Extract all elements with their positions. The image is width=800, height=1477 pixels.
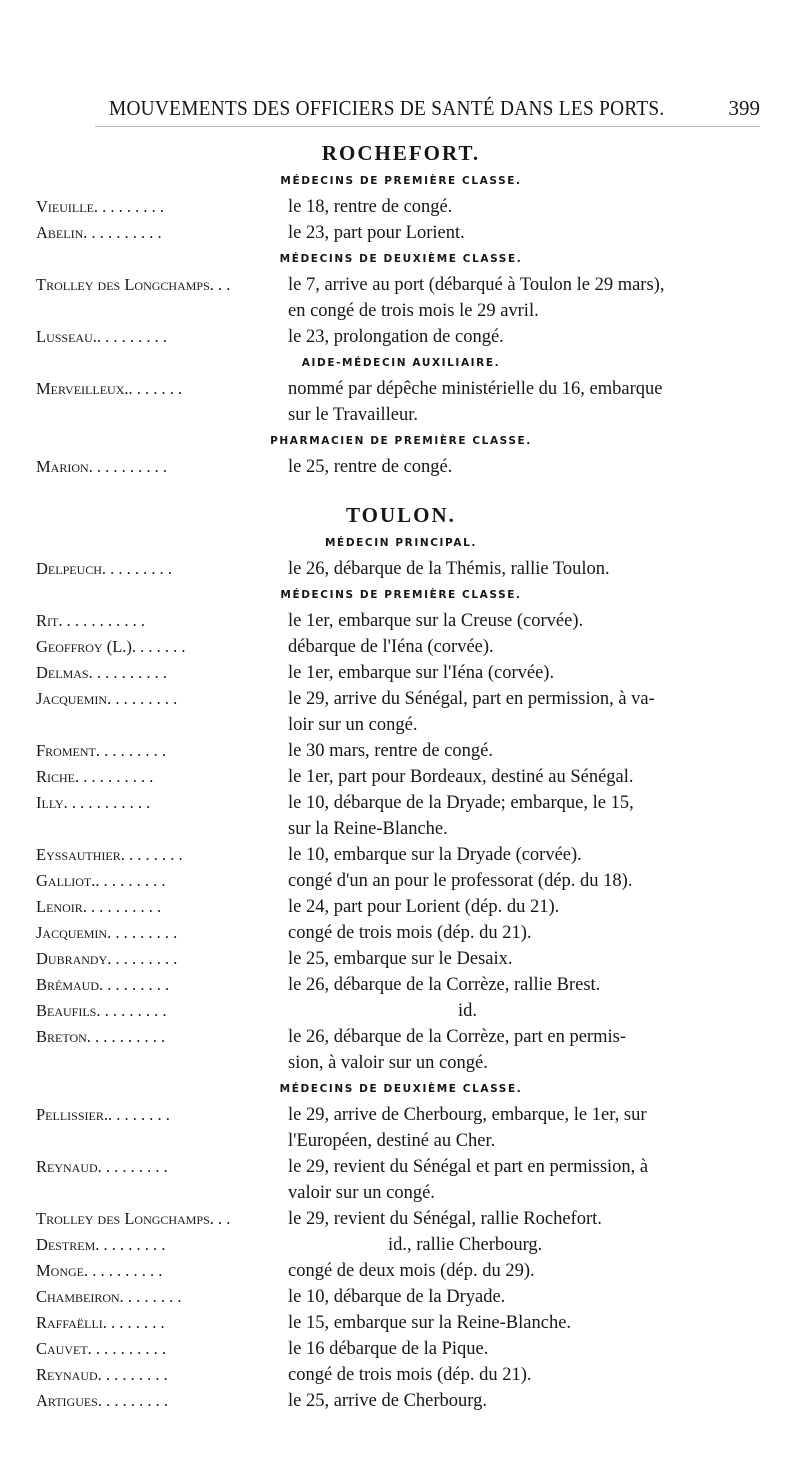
- officer-name: Delpeuch. . . . . . . . .: [36, 559, 173, 578]
- officer-name: Lusseau.. . . . . . . . .: [36, 327, 168, 346]
- officer-name: Jacquemin. . . . . . . . .: [36, 689, 178, 708]
- officer-name: Vieuille. . . . . . . . .: [36, 197, 165, 216]
- officer-name: Marion. . . . . . . . . .: [36, 457, 168, 476]
- movement-text: id., rallie Cherbourg.: [388, 1235, 543, 1255]
- officer-name: Dubrandy. . . . . . . . .: [36, 949, 178, 968]
- list-item: [36, 634, 766, 660]
- movement-text: le 23, prolongation de congé.: [288, 327, 504, 347]
- list-item: [36, 946, 766, 972]
- movement-text: congé de trois mois (dép. du 21).: [288, 1365, 532, 1385]
- list-item: [36, 1284, 766, 1310]
- list-item: [36, 894, 766, 920]
- movement-text: le 16 débarque de la Pique.: [288, 1339, 489, 1359]
- officer-name: Rit. . . . . . . . . . .: [36, 611, 145, 630]
- movement-text: le 29, arrive de Cherbourg, embarque, le 1er, sur l'Européen, destiné au Cher.: [288, 1105, 647, 1151]
- list-item: [36, 1154, 766, 1206]
- movement-text: le 10, débarque de la Dryade.: [288, 1287, 506, 1307]
- officer-name: Riche. . . . . . . . . .: [36, 767, 154, 786]
- section-heading: MÉDECINS DE PREMIÈRE CLASSE.: [280, 175, 522, 187]
- officer-name: Artigues. . . . . . . . .: [36, 1391, 168, 1410]
- list-item: [36, 220, 766, 246]
- officer-name: Monge. . . . . . . . . .: [36, 1261, 163, 1280]
- movement-text: congé de trois mois (dép. du 21).: [288, 923, 532, 943]
- officer-name: Reynaud. . . . . . . . .: [36, 1365, 168, 1384]
- list-item: [36, 454, 766, 480]
- list-item: [36, 998, 766, 1024]
- section-heading: MÉDECINS DE DEUXIÈME CLASSE.: [279, 1083, 523, 1095]
- list-item: [36, 272, 766, 324]
- section-heading: MÉDECINS DE PREMIÈRE CLASSE.: [280, 589, 522, 601]
- officer-name: Trolley des Longchamps. . .: [36, 275, 231, 294]
- officer-name: Cauvet. . . . . . . . . .: [36, 1339, 167, 1358]
- officer-name: Delmas. . . . . . . . . .: [36, 663, 167, 682]
- officer-name: Pellissier.. . . . . . . .: [36, 1105, 170, 1124]
- section-heading: MÉDECINS DE DEUXIÈME CLASSE.: [279, 253, 523, 265]
- movement-text: le 29, arrive du Sénégal, part en permission, à va- loir sur un congé.: [288, 689, 655, 735]
- movement-text: le 1er, embarque sur la Creuse (corvée).: [288, 611, 584, 631]
- list-item: [36, 194, 766, 220]
- officer-name: Merveilleux.. . . . . . .: [36, 379, 183, 398]
- page-number: 399: [728, 96, 760, 120]
- list-item: [36, 1206, 766, 1232]
- officer-name: Raffaëlli. . . . . . . .: [36, 1313, 165, 1332]
- movement-text: le 30 mars, rentre de congé.: [288, 741, 493, 761]
- movement-text: nommé par dépêche ministérielle du 16, embarque sur le Travailleur.: [288, 379, 663, 425]
- movement-text: le 1er, part pour Bordeaux, destiné au Sénégal.: [288, 767, 634, 787]
- movement-text: le 18, rentre de congé.: [288, 197, 453, 217]
- movement-text: le 25, embarque sur le Desaix.: [288, 949, 513, 969]
- officer-name: Beaufils. . . . . . . . .: [36, 1001, 167, 1020]
- list-item: [36, 1258, 766, 1284]
- list-item: [36, 1362, 766, 1388]
- movement-text: le 15, embarque sur la Reine-Blanche.: [288, 1313, 572, 1333]
- officer-name: Jacquemin. . . . . . . . .: [36, 923, 178, 942]
- movement-text: débarque de l'Iéna (corvée).: [288, 637, 494, 657]
- officer-name: Geoffroy (L.). . . . . . .: [36, 637, 186, 656]
- movement-text: le 1er, embarque sur l'Iéna (corvée).: [288, 663, 555, 683]
- list-item: [36, 608, 766, 634]
- movement-text: le 23, part pour Lorient.: [288, 223, 465, 243]
- officer-name: Destrem. . . . . . . . .: [36, 1235, 166, 1254]
- list-item: [36, 1024, 766, 1076]
- section-heading: MÉDECIN PRINCIPAL.: [325, 537, 477, 549]
- movement-text: le 25, arrive de Cherbourg.: [288, 1391, 487, 1411]
- movement-text: le 26, débarque de la Thémis, rallie Toulon.: [288, 559, 610, 579]
- officer-name: Froment. . . . . . . . .: [36, 741, 166, 760]
- running-header: [95, 96, 760, 126]
- list-item: [36, 790, 766, 842]
- movement-text: le 26, débarque de la Corrèze, rallie Brest.: [288, 975, 601, 995]
- list-item: [36, 376, 766, 428]
- officer-name: Breton. . . . . . . . . .: [36, 1027, 166, 1046]
- officer-name: Galliot.. . . . . . . . .: [36, 871, 166, 890]
- list-item: [36, 660, 766, 686]
- officer-name: Chambeiron. . . . . . . .: [36, 1287, 182, 1306]
- list-item: [36, 868, 766, 894]
- list-item: [36, 1102, 766, 1154]
- movement-text: le 7, arrive au port (débarqué à Toulon le 29 mars), en congé de trois mois le 29 avril.: [288, 275, 665, 321]
- list-item: [36, 686, 766, 738]
- officer-name: Illy. . . . . . . . . . .: [36, 793, 151, 812]
- officer-name: Brémaud. . . . . . . . .: [36, 975, 170, 994]
- section-heading: AIDE-MÉDECIN AUXILIAIRE.: [301, 357, 501, 369]
- officer-name: Reynaud. . . . . . . . .: [36, 1157, 168, 1176]
- movement-text: le 29, revient du Sénégal, rallie Rochefort.: [288, 1209, 602, 1229]
- list-item: [36, 920, 766, 946]
- list-item: [36, 842, 766, 868]
- movement-text: le 10, débarque de la Dryade; embarque, le 15, sur la Reine-Blanche.: [288, 793, 634, 839]
- movement-text: congé de deux mois (dép. du 29).: [288, 1261, 535, 1281]
- list-item: [36, 738, 766, 764]
- list-item: [36, 1336, 766, 1362]
- list-item: [36, 556, 766, 582]
- movement-text: le 24, part pour Lorient (dép. du 21).: [288, 897, 560, 917]
- officer-name: Lenoir. . . . . . . . . .: [36, 897, 162, 916]
- city-heading-toulon: TOULON.: [346, 503, 456, 527]
- movement-text: congé d'un an pour le professorat (dép. du 18).: [288, 871, 633, 891]
- movement-text: le 26, débarque de la Corrèze, part en permis- sion, à valoir sur un congé.: [288, 1027, 626, 1073]
- officer-name: Trolley des Longchamps. . .: [36, 1209, 231, 1228]
- officer-name: Eyssauthier. . . . . . . .: [36, 845, 183, 864]
- running-title: MOUVEMENTS DES OFFICIERS DE SANTÉ DANS LES PORTS.: [109, 96, 665, 120]
- movement-text: le 25, rentre de congé.: [288, 457, 453, 477]
- page-content: [36, 136, 766, 1414]
- movement-text: id.: [458, 1001, 478, 1021]
- city-heading-rochefort: ROCHEFORT.: [321, 141, 481, 165]
- list-item: [36, 324, 766, 350]
- movement-text: le 29, revient du Sénégal et part en permission, à valoir sur un congé.: [288, 1157, 649, 1203]
- header-rule: [95, 126, 760, 127]
- list-item: [36, 764, 766, 790]
- list-item: [36, 972, 766, 998]
- list-item: [36, 1232, 766, 1258]
- section-heading: PHARMACIEN DE PREMIÈRE CLASSE.: [270, 435, 532, 447]
- officer-name: Abelin. . . . . . . . . .: [36, 223, 162, 242]
- top-margin: [0, 0, 800, 60]
- list-item: [36, 1388, 766, 1414]
- movement-text: le 10, embarque sur la Dryade (corvée).: [288, 845, 582, 865]
- list-item: [36, 1310, 766, 1336]
